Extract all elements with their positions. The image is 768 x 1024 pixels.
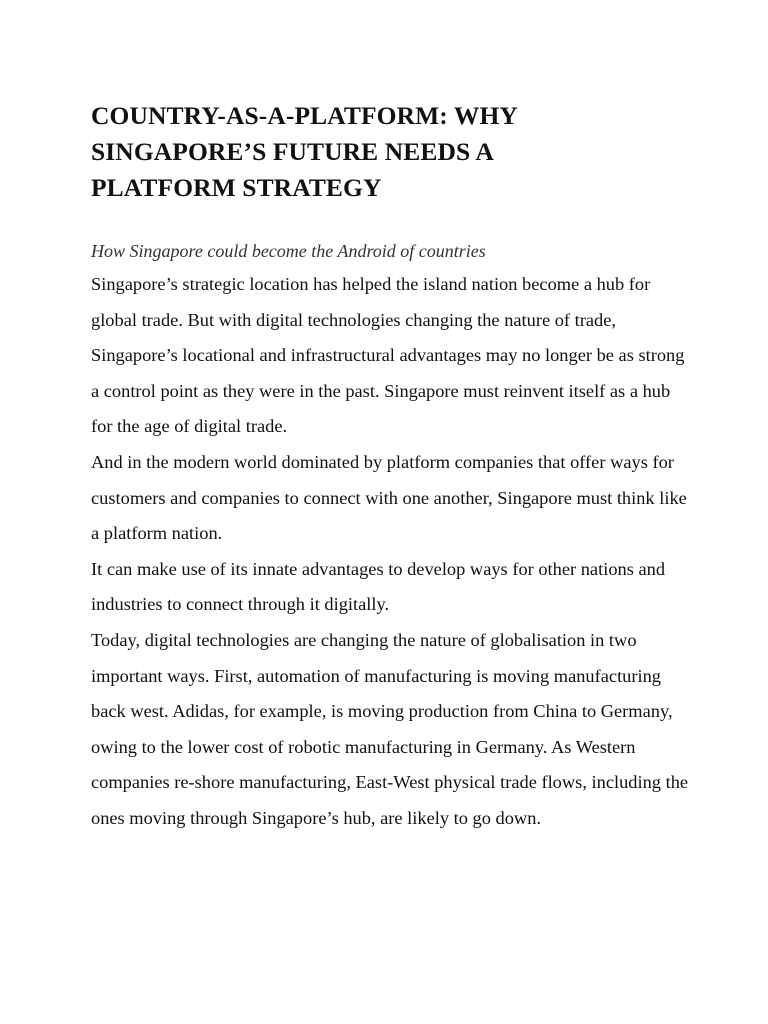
paragraph-2: And in the modern world dominated by platform companies that offer ways for customers and companies to connect with one another, Singapore must think like a platform nation. [91, 451, 687, 544]
article-subtitle: How Singapore could become the Android of countries [91, 241, 486, 261]
paragraph-3: It can make use of its innate advantages to develop ways for other nations and industries to connect through it digitally. [91, 558, 666, 615]
document-page [91, 98, 691, 837]
paragraph-1: Singapore’s strategic location has helped the island nation become a hub for global trade. But with digital technologies changing the nature of trade, Singapore’s locational and infrastructural advantages may no longer be as strong a control point as they were in the past. Singapore must reinvent itself as a hub for the age of digital trade. [91, 274, 685, 437]
article-title: COUNTRY-AS-A-PLATFORM: WHY SINGAPORE’S FUTURE NEEDS A PLATFORM STRATEGY [91, 101, 517, 202]
article-body [91, 267, 691, 837]
paragraph-4: Today, digital technologies are changing the nature of globalisation in two important ways. First, automation of manufacturing is moving manufacturing back west. Adidas, for example, is moving production from China to Germany, owing to the lower cost of robotic manufacturing in Germany. As Western companies re-shore manufacturing, East-West physical trade flows, including the ones moving through Singapore’s hub, are likely to go down. [91, 629, 689, 828]
